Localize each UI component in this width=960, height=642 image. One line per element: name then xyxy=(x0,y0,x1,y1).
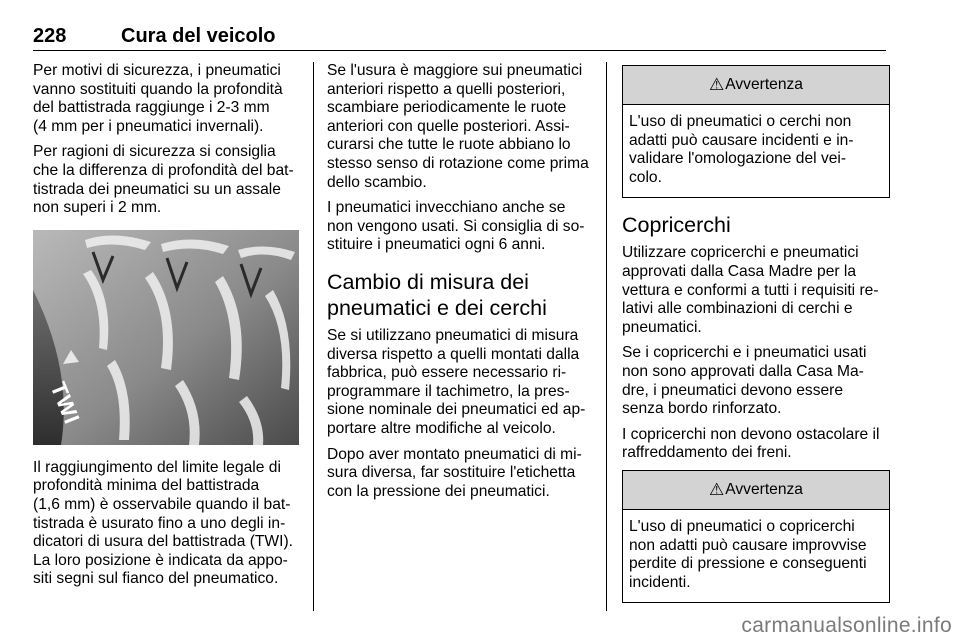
paragraph-twi: Il raggiungimento del limite legale di profondità minima del battistrada (1,6 mm) è osservabile quando il bat- tistrada è usurato fino a uno degli in- dicatori di usura del battistrada (TWI). La loro posizione è indicata da appo- siti segni sul fianco del pneumatico. xyxy=(33,458,293,588)
warning-header xyxy=(623,471,889,510)
paragraph-tire-aging: I pneumatici invecchiano anche se non vengono usati. Si consiglia di so- stituire i pneumatici ogni 6 anni. xyxy=(327,199,585,254)
warning-triangle-icon: ⚠ xyxy=(709,74,725,94)
column-divider xyxy=(606,62,607,611)
twi-label: TWI xyxy=(45,378,85,428)
section-heading-size-change: Cambio di misura dei pneumatici e dei cerchi xyxy=(327,269,547,320)
warning-box-wheels xyxy=(622,65,890,198)
warning-title: Avvertenza xyxy=(725,480,803,498)
paragraph-axle-difference: Per ragioni di sicurezza si consiglia che la differenza di profondità del bat- tistrada dei pneumatici su un assale non superi i 2 mm. xyxy=(33,143,294,217)
chapter-title: Cura del veicolo xyxy=(121,25,276,47)
paragraph-size-change: Se si utilizzano pneumatici di misura diversa rispetto a quelli montati dalla fabbrica, può essere necessario ri- programmare il tachimetro, la pres- sione nominale dei pneumatici ed ap- portare altre modifiche al veicolo. xyxy=(327,326,586,437)
watermark: carmanualsonline.info xyxy=(741,614,952,637)
warning-box-hubcaps xyxy=(622,470,890,603)
paragraph-wear-swap: Se l'usura è maggiore sui pneumatici anteriori rispetto a quelli posteriori, scambiare periodicamente le ruote anteriori con quelle posteriori. Assi- curarsi che tutte le ruote abbiano lo stesso senso di rotazione come prima dello scambio. xyxy=(327,62,589,191)
paragraph-pressure-label: Dopo aver montato pneumatici di mi- sura diversa, far sostituire l'etichetta con la pressione dei pneumatici. xyxy=(327,445,582,500)
warning-title: Avvertenza xyxy=(725,75,803,93)
column-1 xyxy=(33,62,301,596)
page-header xyxy=(33,22,886,51)
paragraph-tread-depth: Per motivi di sicurezza, i pneumatici vanno sostituiti quando la profondità del battistrada raggiunge i 2-3 mm (4 mm per i pneumatici invernali). xyxy=(33,62,283,135)
warning-text: L'uso di pneumatici o copricerchi non adatti può causare improvvise perdite di pressione e conseguenti incidenti. xyxy=(629,517,867,591)
warning-text: L'uso di pneumatici o cerchi non adatti può causare incidenti e in- validare l'omologazione del vei- colo. xyxy=(629,113,854,186)
paragraph-brake-cooling: I copricerchi non devono ostacolare il raffreddamento dei freni. xyxy=(622,425,880,462)
warning-triangle-icon: ⚠ xyxy=(709,479,725,499)
column-divider xyxy=(313,62,314,611)
section-heading-hubcaps: Copricerchi xyxy=(622,213,731,238)
paragraph-hubcaps-approved: Utilizzare copricerchi e pneumatici approvati dalla Casa Madre per la vettura e conformi a tutti i requisiti re- lativi alle combinazioni di cerchi e pneumatici. xyxy=(622,244,879,336)
column-3 xyxy=(622,62,890,615)
page-number: 228 xyxy=(33,25,67,47)
warning-header xyxy=(623,66,889,105)
tire-tread-illustration xyxy=(33,230,299,445)
column-2 xyxy=(327,62,595,508)
paragraph-hubcaps-not-approved: Se i copricerchi e i pneumatici usati non sono approvati dalla Casa Ma- dre, i pneumatici devono essere senza bordo rinforzato. xyxy=(622,344,867,418)
